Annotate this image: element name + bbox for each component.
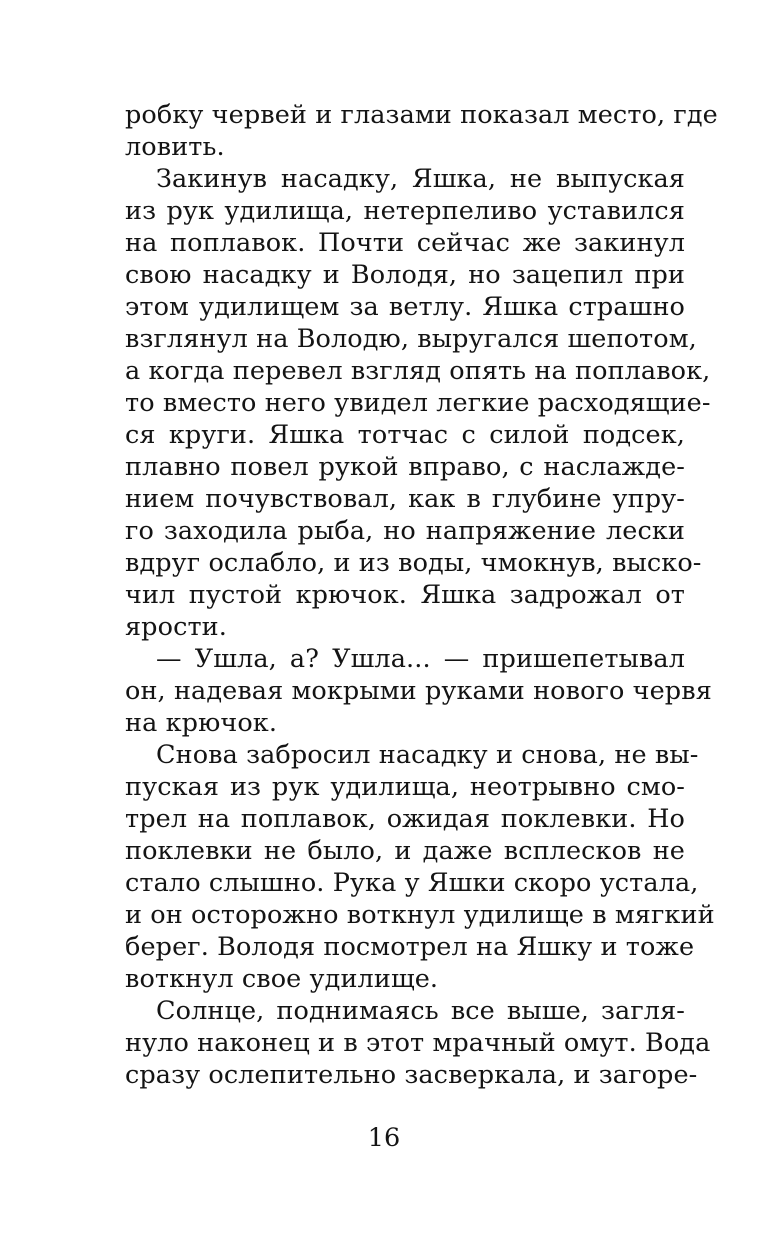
text-line: Закинув насадку, Яшка, не выпуская [156,164,685,194]
book-page-text [125,99,718,1091]
text-line: на поплавок. Почти сейчас же закинул [125,228,685,258]
paragraph [125,995,711,1091]
page-number: 16 [367,1123,401,1153]
text-line: пуская из рук удилища, неотрывно смо- [125,772,685,802]
text-line: этом удилищем за ветлу. Яшка страшно [125,292,685,322]
text-line: берег. Володя посмотрел на Яшку и тоже [125,932,695,962]
text-line: ловить. [125,132,225,162]
text-line: Солнце, поднимаясь все выше, загля- [156,996,685,1026]
text-line: из рук удилища, нетерпеливо уставился [125,196,685,226]
text-line: а когда перевел взгляд опять на поплавок, [125,356,711,386]
text-line: стало слышно. Рука у Яшки скоро устала, [125,868,699,898]
paragraph [125,163,711,643]
text-line: нуло наконец и в этот мрачный омут. Вода [125,1028,711,1058]
text-line: поклевки не было, и даже всплесков не [125,836,685,866]
text-line: свою насадку и Володя, но зацепил при [125,260,685,290]
text-line: плавно повел рукой вправо, с наслажде- [125,452,685,482]
paragraph [125,643,712,739]
text-line: го заходила рыба, но напряжение лески [125,516,685,546]
text-line: — Ушла, а? Ушла... — пришепетывал [156,644,685,674]
text-line: чил пустой крючок. Яшка задрожал от [125,580,685,610]
text-line: Снова забросил насадку и снова, не вы- [156,740,699,770]
text-line: на крючок. [125,708,278,738]
text-line: и он осторожно воткнул удилище в мягкий [125,900,715,930]
text-line: сразу ослепительно засверкала, и загоре- [125,1060,698,1090]
text-line: он, надевая мокрыми руками нового червя [125,676,712,706]
text-line: вдруг ослабло, и из воды, чмокнув, выско- [125,548,702,578]
paragraph [125,99,718,163]
text-line: робку червей и глазами показал место, где [125,100,718,130]
text-line: нием почувствовал, как в глубине упру- [125,484,685,514]
paragraph [125,739,715,995]
text-line: воткнул свое удилище. [125,964,439,994]
text-line: то вместо него увидел легкие расходящие- [125,388,711,418]
text-line: ся круги. Яшка тотчас с силой подсек, [125,420,685,450]
text-line: взглянул на Володю, выругался шепотом, [125,324,697,354]
text-line: ярости. [125,612,227,642]
text-line: трел на поплавок, ожидая поклевки. Но [125,804,685,834]
